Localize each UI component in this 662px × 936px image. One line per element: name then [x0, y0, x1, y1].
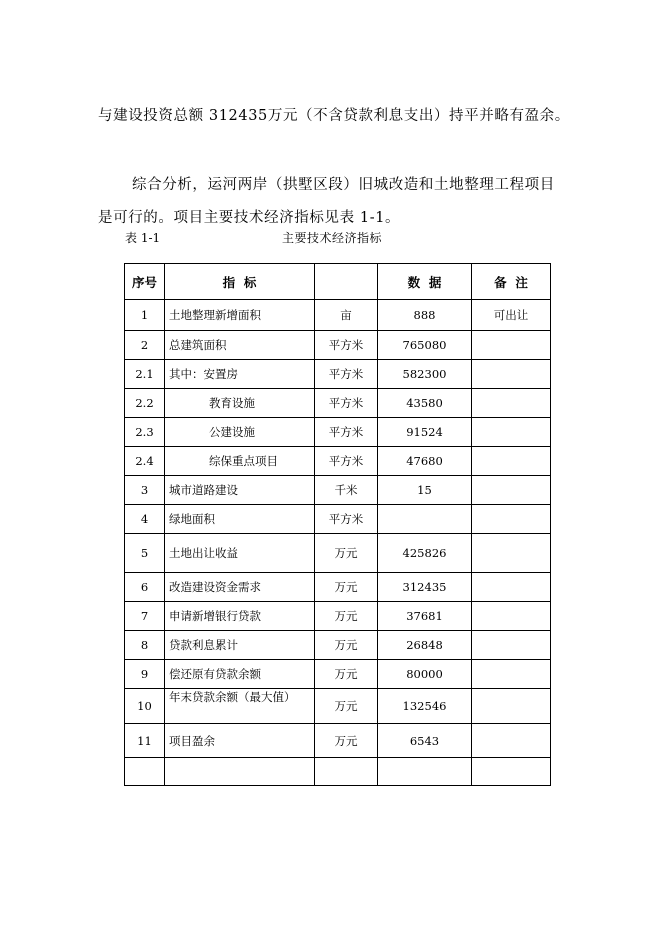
cell-no: 9 [125, 660, 165, 689]
cell-remark [472, 418, 551, 447]
cell-no: 7 [125, 602, 165, 631]
table-row [125, 331, 551, 360]
cell-indicator: 申请新增银行贷款 [165, 602, 315, 631]
cell-unit: 万元 [315, 631, 378, 660]
cell-indicator: 土地整理新增面积 [165, 300, 315, 331]
cell-unit [315, 758, 378, 786]
cell-value: 80000 [378, 660, 472, 689]
table-row [125, 689, 551, 724]
table-number: 表 1-1 [125, 231, 161, 245]
cell-unit: 平方米 [315, 389, 378, 418]
header-no: 序号 [125, 264, 165, 300]
cell-indicator: 其中：安置房 [165, 360, 315, 389]
table-row [125, 631, 551, 660]
cell-value: 91524 [378, 418, 472, 447]
table-row [125, 505, 551, 534]
cell-value [378, 758, 472, 786]
table-row [125, 389, 551, 418]
cell-no: 2 [125, 331, 165, 360]
cell-remark [472, 758, 551, 786]
cell-indicator: 项目盈余 [165, 724, 315, 758]
cell-indicator: 年末贷款余额（最大值） [165, 689, 315, 724]
table-title: 主要技术经济指标 [282, 231, 383, 245]
cell-remark [472, 331, 551, 360]
table-row [125, 724, 551, 758]
cell-remark [472, 660, 551, 689]
cell-value: 765080 [378, 331, 472, 360]
cell-value [378, 505, 472, 534]
paragraph-line: 综合分析，运河两岸（拱墅区段）旧城改造和土地整理工程项目 [132, 177, 555, 193]
cell-remark [472, 447, 551, 476]
cell-indicator: 改造建设资金需求 [165, 573, 315, 602]
table-row [125, 418, 551, 447]
cell-no: 11 [125, 724, 165, 758]
cell-value: 47680 [378, 447, 472, 476]
cell-no: 5 [125, 534, 165, 573]
cell-unit: 平方米 [315, 505, 378, 534]
cell-indicator: 偿还原有贷款余额 [165, 660, 315, 689]
table-row [125, 447, 551, 476]
cell-unit: 平方米 [315, 447, 378, 476]
table-row [125, 660, 551, 689]
header-indicator: 指 标 [165, 264, 315, 300]
cell-unit: 万元 [315, 602, 378, 631]
cell-unit: 万元 [315, 534, 378, 573]
cell-no: 2.3 [125, 418, 165, 447]
cell-unit: 千米 [315, 476, 378, 505]
cell-indicator: 贷款利息累计 [165, 631, 315, 660]
cell-value: 132546 [378, 689, 472, 724]
cell-remark [472, 360, 551, 389]
cell-no: 8 [125, 631, 165, 660]
cell-value: 582300 [378, 360, 472, 389]
cell-no: 4 [125, 505, 165, 534]
header-remark: 备 注 [472, 264, 551, 300]
cell-value: 37681 [378, 602, 472, 631]
cell-unit: 亩 [315, 300, 378, 331]
cell-no: 2.4 [125, 447, 165, 476]
header-unit [315, 264, 378, 300]
cell-unit: 平方米 [315, 418, 378, 447]
cell-unit: 平方米 [315, 360, 378, 389]
cell-indicator: 教育设施 [165, 389, 315, 418]
table-row [125, 602, 551, 631]
cell-indicator: 公建设施 [165, 418, 315, 447]
header-value: 数 据 [378, 264, 472, 300]
paragraph-line: 与建设投资总额 312435万元（不含贷款利息支出）持平并略有盈余。 [98, 108, 570, 124]
table-row [125, 476, 551, 505]
cell-indicator: 绿地面积 [165, 505, 315, 534]
cell-remark [472, 724, 551, 758]
cell-indicator: 总建筑面积 [165, 331, 315, 360]
cell-remark [472, 602, 551, 631]
cell-indicator: 城市道路建设 [165, 476, 315, 505]
paragraph-line: 是可行的。项目主要技术经济指标见表 1-1。 [98, 210, 401, 226]
table-row [125, 573, 551, 602]
cell-value: 26848 [378, 631, 472, 660]
cell-value: 888 [378, 300, 472, 331]
cell-remark [472, 689, 551, 724]
cell-no [125, 758, 165, 786]
cell-no: 10 [125, 689, 165, 724]
cell-no: 2.1 [125, 360, 165, 389]
cell-remark [472, 631, 551, 660]
cell-value: 6543 [378, 724, 472, 758]
cell-remark [472, 476, 551, 505]
cell-unit: 万元 [315, 724, 378, 758]
table-row [125, 360, 551, 389]
table-row [125, 300, 551, 331]
table-row [125, 758, 551, 786]
cell-value: 15 [378, 476, 472, 505]
table-header-row [125, 264, 551, 300]
cell-no: 2.2 [125, 389, 165, 418]
indicators-table [124, 263, 551, 786]
cell-unit: 万元 [315, 573, 378, 602]
cell-unit: 万元 [315, 689, 378, 724]
cell-indicator [165, 758, 315, 786]
cell-remark: 可出让 [472, 300, 551, 331]
cell-indicator: 土地出让收益 [165, 534, 315, 573]
cell-remark [472, 573, 551, 602]
cell-no: 1 [125, 300, 165, 331]
cell-indicator: 综保重点项目 [165, 447, 315, 476]
cell-remark [472, 389, 551, 418]
table-row [125, 534, 551, 573]
cell-no: 6 [125, 573, 165, 602]
cell-remark [472, 505, 551, 534]
cell-unit: 平方米 [315, 331, 378, 360]
cell-value: 43580 [378, 389, 472, 418]
cell-unit: 万元 [315, 660, 378, 689]
cell-value: 425826 [378, 534, 472, 573]
cell-value: 312435 [378, 573, 472, 602]
cell-remark [472, 534, 551, 573]
cell-no: 3 [125, 476, 165, 505]
